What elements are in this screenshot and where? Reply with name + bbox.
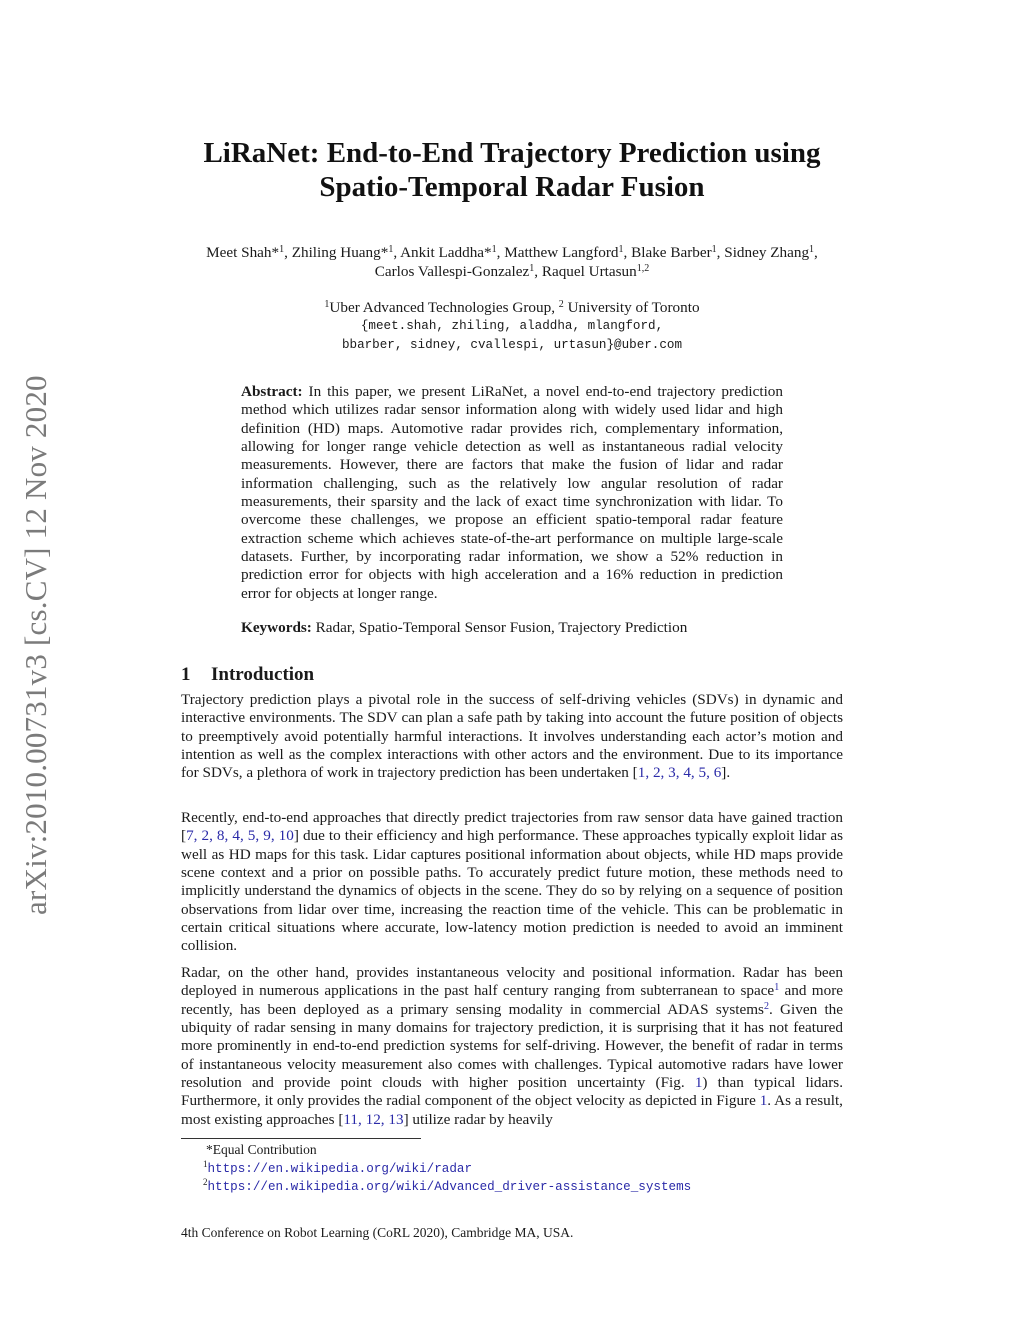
affiliation-line: $^1$Uber Advanced Technologies Group, $^2$ University of Toronto bbox=[324, 299, 700, 316]
abstract-label: Abstract: bbox=[241, 383, 303, 400]
keywords bbox=[241, 619, 783, 637]
author: Sidney Zhang bbox=[724, 244, 810, 261]
title-line-1: LiRaNet: End-to-End Trajectory Prediction using bbox=[203, 137, 821, 169]
footnote-equal-contribution: *Equal Contribution bbox=[206, 1142, 317, 1157]
footnote-rule bbox=[181, 1138, 421, 1139]
keywords-text: Radar, Spatio-Temporal Sensor Fusion, Trajectory Prediction bbox=[315, 619, 688, 636]
author: Raquel Urtasun bbox=[541, 263, 637, 280]
figure-ref[interactable]: 1 bbox=[759, 1092, 768, 1110]
citation-link[interactable]: 11, 12, 13 bbox=[343, 1110, 404, 1128]
email-line-2: bbarber, sidney, cvallespi, urtasun}@uber.com bbox=[341, 338, 683, 352]
paragraph-3: Radar, on the other hand, provides instantaneous velocity and positional information. Radar has been deployed in numerous applications in the past half century ranging from subterranean to space$^1$ and more recently, has been deployed as a primary sensing modality in commercial ADAS systems$^2$. Given the ubiquity of radar sensing in many domains for trajectory prediction, it is surprising that it has not featured more prominently in end-to-end prediction systems for self-driving. However, the benefit of radar in terms of instantaneous velocity measurement also comes with challenges. Typical automotive radars have lower resolution and provide point clouds with higher position uncertainty (Fig. 1) than typical lidars. Furthermore, it only provides the radial component of the object velocity as depicted in Figure 1. As a result, most existing approaches [11, 12, 13] utilize radar by heavily bbox=[181, 964, 844, 1128]
author: Blake Barber bbox=[631, 244, 712, 261]
citation-link[interactable]: 7, 2, 8, 4, 5, 9, 10 bbox=[186, 827, 294, 845]
paragraph-2: Recently, end-to-end approaches that directly predict trajectories from raw sensor data have gained traction [7, 2, 8, 4, 5, 9, 10] due to their efficiency and high performance. These approaches typically exploit lidar as well as HD maps for this task. Lidar captures positional information about objects, while HD maps provide scene context and a prior on possible paths. To accurately predict future motion, these methods need to implicitly understand the dynamics of objects in the scene. They do so by relying on a sequence of position observations from lidar over time, increasing the reaction time of the vehicle. This can be problematic in certain critical situations where accurate, low-latency motion prediction is needed to avoid an imminent collision. bbox=[181, 809, 843, 955]
author-list: Meet Shah*$^1$, Zhiling Huang*$^1$, Ankit Laddha*$^1$, Matthew Langford$^1$, Blake Barber$^1$, Sidney Zhang$^1$, Carlos Vallespi-Gonzalez$^1$, Raquel Urtasun$^{1,2}$ bbox=[206, 244, 818, 280]
footnote-1: $^1$https://en.wikipedia.org/wiki/radar bbox=[203, 1159, 473, 1176]
paper-title bbox=[150, 136, 874, 204]
section-heading bbox=[181, 664, 314, 686]
abstract bbox=[241, 383, 783, 603]
section-number: 1 bbox=[181, 664, 191, 685]
title-line-2: Spatio-Temporal Radar Fusion bbox=[319, 171, 705, 203]
citation-link[interactable]: 1, 2, 3, 4, 5, 6 bbox=[637, 764, 722, 782]
footnote-link[interactable]: https://en.wikipedia.org/wiki/radar bbox=[207, 1162, 473, 1176]
conference-note: 4th Conference on Robot Learning (CoRL 2020), Cambridge MA, USA. bbox=[181, 1225, 574, 1240]
footnote-link[interactable]: https://en.wikipedia.org/wiki/Advanced_driver-assistance_systems bbox=[207, 1180, 692, 1194]
author: Carlos Vallespi-Gonzalez bbox=[374, 263, 530, 280]
section-title: Introduction bbox=[211, 664, 315, 685]
author: Matthew Langford bbox=[504, 244, 619, 261]
footnote-ref[interactable]: 2 bbox=[763, 1000, 769, 1012]
author: Meet Shah* bbox=[206, 244, 280, 261]
abstract-text: In this paper, we present LiRaNet, a novel end-to-end trajectory prediction method which utilizes radar sensor information along with widely used lidar and high definition (HD) maps. Automotive radar provides rich, complementary information, allowing for longer range vehicle detection as well as instantaneous radial velocity measurements. However, there are factors that make the fusion of lidar and radar information challenging, such as the relatively low angular resolution of radar measurements, their sparsity and the lack of exact time synchronization with lidar. To overcome these challenges, we propose an efficient spatio-temporal radar feature extraction scheme which achieves state-of-the-art performance on multiple large-scale datasets. Further, by incorporating radar information, we show a 52% reduction in prediction error for objects with high acceleration and a 16% reduction in prediction error for objects at longer range. bbox=[241, 383, 783, 602]
footnote-2: $^2$https://en.wikipedia.org/wiki/Advanced_driver-assistance_systems bbox=[203, 1177, 692, 1194]
author: Ankit Laddha* bbox=[400, 244, 492, 261]
email-line-1: {meet.shah, zhiling, aladdha, mlangford, bbox=[360, 319, 664, 333]
paragraph-1: Trajectory prediction plays a pivotal role in the success of self-driving vehicles (SDVs) in dynamic and interactive environments. The SDV can plan a safe path by taking into account the future position of objects to preemptively avoid potentially harmful interactions. It involves understanding each actor’s motion and intention as well as the complex interactions with other actors and the environment. Due to its importance for SDVs, a plethora of work in trajectory prediction has been undertaken [1, 2, 3, 4, 5, 6]. bbox=[181, 691, 843, 782]
figure-ref[interactable]: 1 bbox=[694, 1074, 703, 1092]
arxiv-identifier: arXiv:2010.00731v3 [cs.CV] 12 Nov 2020 bbox=[18, 375, 53, 915]
footnote-ref[interactable]: 1 bbox=[774, 982, 780, 994]
keywords-label: Keywords: bbox=[241, 619, 312, 636]
affiliations bbox=[190, 298, 834, 355]
author: Zhiling Huang* bbox=[291, 244, 389, 261]
